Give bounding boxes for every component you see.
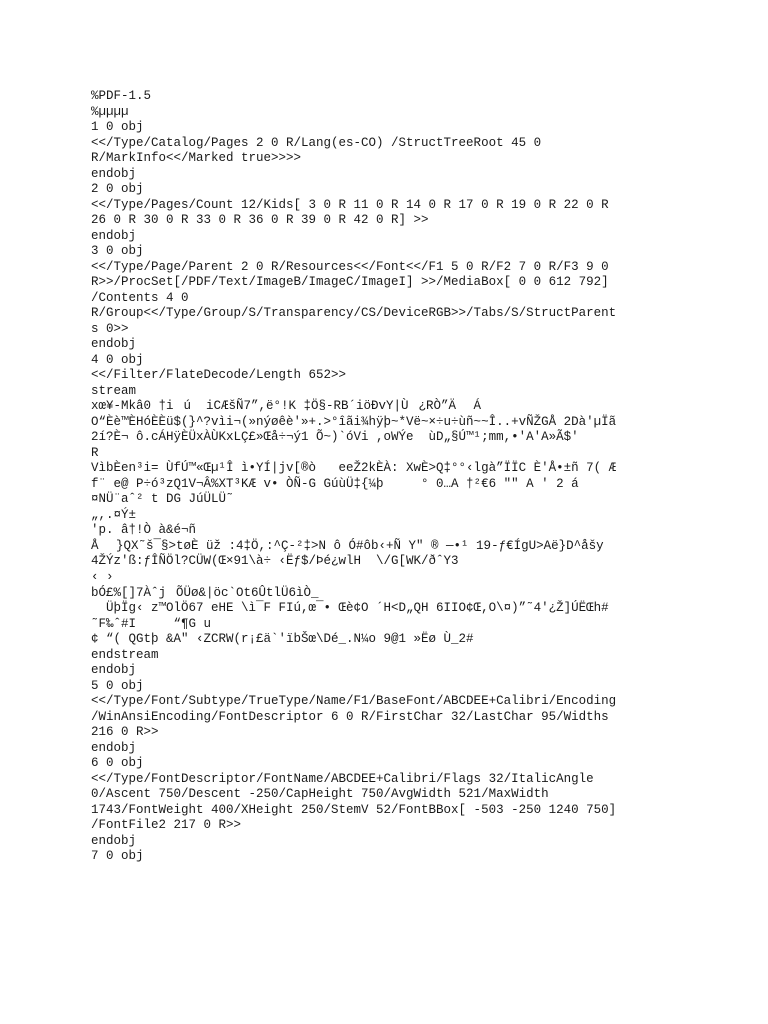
document-line: „,.¤Ý± [91, 507, 137, 522]
document-line: endobj [91, 337, 137, 352]
document-line: 1743/FontWeight 400/XHeight 250/StemV 52/FontBBox[ -503 -250 1240 750] [91, 802, 617, 817]
document-line: ‹ › [91, 569, 114, 584]
document-line: endobj [91, 166, 137, 181]
document-line: R/Group<</Type/Group/S/Transparency/CS/DeviceRGB>>/Tabs/S/StructParent [91, 306, 617, 321]
document-line: 'p. â†!Ò à&é¬ñ [91, 523, 197, 538]
document-line: bÓ£%[]7ÀˆjÕÜø&|öc`Ot6ÛtlÜ6ìÒ_ [91, 585, 319, 600]
document-line: 26 0 R 30 0 R 33 0 R 36 0 R 39 0 R 42 0 R] >> [91, 213, 429, 228]
document-line: f¨ e@ P÷ó³zQ1V¬Â%XT³KÆ v• ÒÑ-G GúùÜ‡{¼þ ° 0…A †²€6 "" A ' 2 á [91, 476, 579, 491]
document-line: %µµµµ [91, 104, 129, 119]
document-line: ÜþÏg‹ z™OlÖ67 eHE \ì¯F FIú,œ¯• Œè¢O ´H<D„QH 6IIO¢Œ,O\¤)”˜4'¿Ž]ÚËŒh# [91, 601, 609, 616]
document-line: 5 0 obj [91, 678, 144, 693]
document-line: R/MarkInfo<</Marked true>>>> [91, 151, 302, 166]
document-line: ¢ “( QGtþ &A" ‹ZCRW(r¡£ä`'ïbŠœ\Dé_.N¼o 9@1 »Ëø Ù_2# [91, 632, 474, 647]
document-line: <</Filter/FlateDecode/Length 652>> [91, 368, 347, 383]
document-line: <</Type/FontDescriptor/FontName/ABCDEE+Calibri/Flags 32/ItalicAngle [91, 771, 594, 786]
document-line: O“Èè™ÈHóÈÈü$(}^?vìi¬(»nýøêè'»+.>°îãi¾hÿþ~*Vë~×÷u÷ùñ~~Î..+vÑŽGÅ 2Dà'µÏã [91, 414, 617, 429]
document-line: endobj [91, 228, 137, 243]
document-line: %PDF-1.5 [91, 89, 152, 103]
document-line: <</Type/Page/Parent 2 0 R/Resources<</Font<</F1 5 0 R/F2 7 0 R/F3 9 0 [91, 259, 609, 274]
pdf-source-text [91, 89, 703, 865]
document-line: endobj [91, 833, 137, 848]
document-line: 7 0 obj [91, 849, 144, 864]
document-line: 0/Ascent 750/Descent -250/CapHeight 750/AvgWidth 521/MaxWidth [91, 787, 549, 802]
document-line: 216 0 R>> [91, 725, 159, 740]
document-line: 2 0 obj [91, 182, 144, 197]
document-line: R>>/ProcSet[/PDF/Text/ImageB/ImageC/ImageI] >>/MediaBox[ 0 0 612 792] [91, 275, 609, 290]
document-line: <</Type/Pages/Count 12/Kids[ 3 0 R 11 0 R 14 0 R 17 0 R 19 0 R 22 0 R [91, 197, 609, 212]
document-line: 2í?È¬ ô.cÁHÿÈÜxÀÙKxLÇ£»Œå÷¬ý1 Õ~)`óVi ,oWÝe ùD„§Ú™¹;mm,•'A'A»Ã$' [91, 430, 579, 445]
document-line: <</Type/Catalog/Pages 2 0 R/Lang(es-CO) /StructTreeRoot 45 0 [91, 135, 542, 150]
document-line: ¤NÜ¨aˆ² t DG JúÜLÜ˜ [91, 492, 234, 507]
document-line: xœ¥-Mkâ0 †iú iCÆšÑ7”,ë°!K ‡Ö§-RB´iöÐvY|Ù¿RÒ”Ä Á [91, 399, 482, 414]
document-line: 1 0 obj [91, 120, 144, 135]
document-line: endstream [91, 647, 159, 662]
document-line: stream [91, 383, 137, 398]
document-line: 4ŽÝz'ß:ƒÎÑÖl?CÜW(Œ×91\à÷ ‹Ëƒ$/Þé¿wlH \/G[WK/ðˆY3 [91, 554, 459, 569]
document-line: 4 0 obj [91, 352, 144, 367]
document-line: R [91, 445, 99, 460]
document-line: VìbÈen³i= ÙfÚ™«Œµ¹Î ì•YÍ|jv[®ò eeŽ2kÈÀ: XwÈ>Q‡°°‹lgà”ÏÏC È'Å•±ñ 7( Æ [91, 461, 617, 476]
document-line: 3 0 obj [91, 244, 144, 259]
document-line: /WinAnsiEncoding/FontDescriptor 6 0 R/FirstChar 32/LastChar 95/Widths [91, 709, 609, 724]
document-line: /FontFile2 217 0 R>> [91, 818, 242, 833]
document-line: endobj [91, 663, 137, 678]
document-line: endobj [91, 740, 137, 755]
document-line: 6 0 obj [91, 756, 144, 771]
document-line: ˜F‰ˆ#I “¶G u [91, 616, 212, 631]
document-line: s 0>> [91, 321, 129, 336]
document-line: <</Type/Font/Subtype/TrueType/Name/F1/BaseFont/ABCDEE+Calibri/Encoding [91, 694, 617, 709]
document-line: Å }QX˜š¯§>tøÈ üž :4‡Ö,:^Ç-²‡>N ô Ó#ôb‹+Ñ Y" ® —•¹ 19-ƒ€ÍgU>Aë}D^åšy [91, 538, 604, 553]
document-line: /Contents 4 0 [91, 290, 189, 305]
